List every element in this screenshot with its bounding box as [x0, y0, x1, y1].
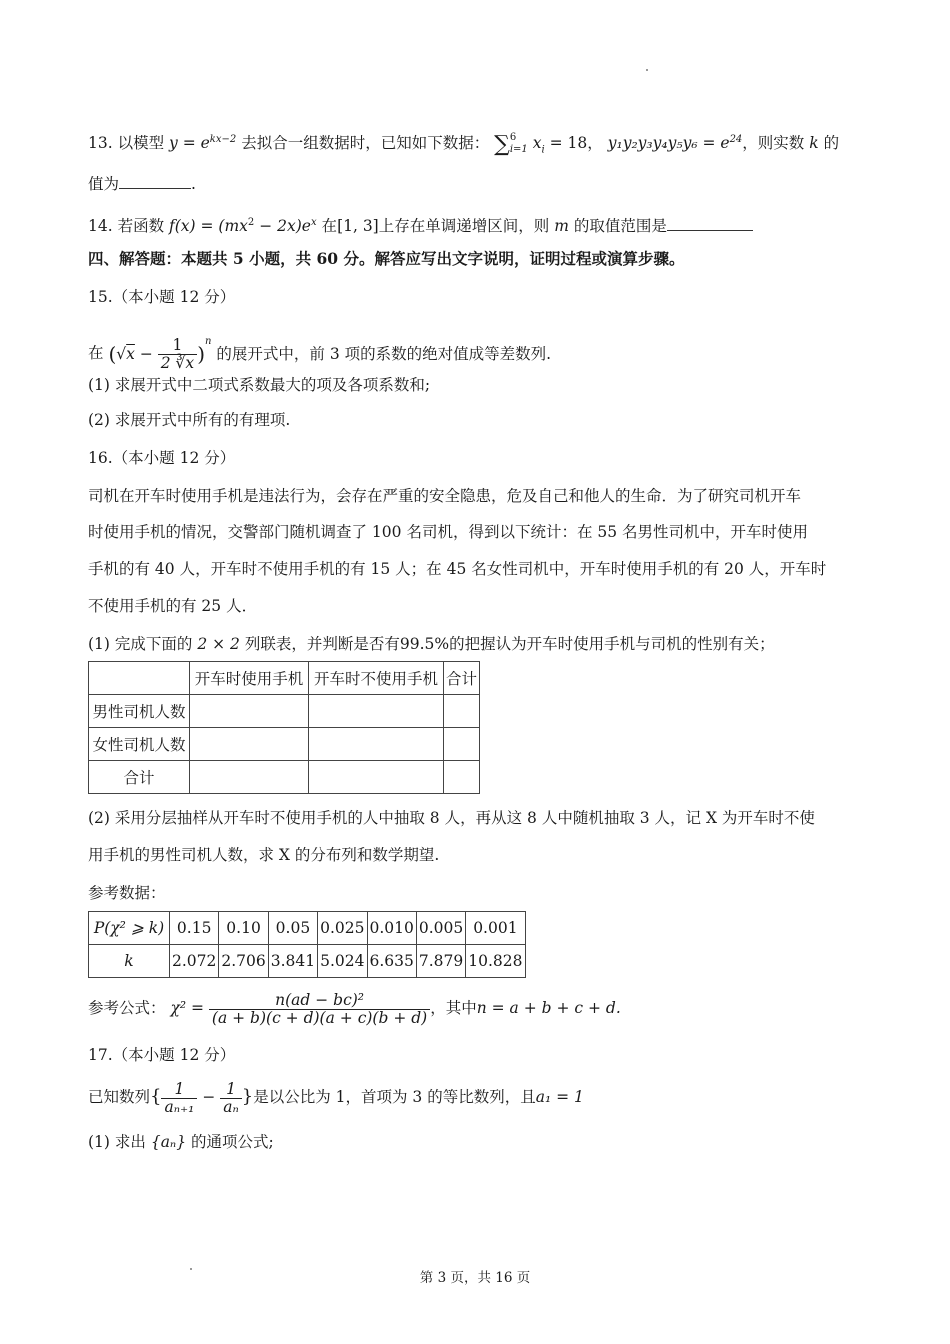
table-row	[89, 728, 480, 761]
ref-cell: 10.828	[466, 945, 525, 978]
q15-stem-pre: 在	[88, 344, 104, 362]
q13-line1	[88, 128, 839, 162]
table-cell-empty[interactable]	[190, 761, 309, 794]
q14-text2: 上存在单调递增区间，则	[378, 217, 550, 236]
contingency-table	[88, 661, 480, 794]
table-cell-empty[interactable]	[309, 728, 444, 761]
q14-prefix: 14. 若函数	[88, 217, 165, 236]
q17-frac1-den: aₙ₊₁	[164, 1097, 195, 1116]
table-row	[89, 761, 480, 794]
q14-var: m	[554, 217, 569, 236]
table-row-label: 男性司机人数	[89, 695, 190, 728]
q13-text2: ，则实数	[742, 134, 805, 153]
q13-model: y = e	[169, 134, 210, 153]
ref-cell: 0.001	[466, 912, 525, 945]
q14-text3: 的取值范围是	[573, 217, 667, 236]
paren-close: )	[197, 342, 205, 366]
q17-part1-math: {aₙ}	[150, 1133, 187, 1151]
q14-func: f(x) = (mx	[169, 217, 248, 236]
ref-cell: 0.15	[170, 912, 219, 945]
reference-table	[88, 911, 526, 978]
q14-func-exp: x	[310, 217, 317, 228]
q16-part1-pre: (1) 完成下面的	[88, 635, 193, 653]
q17-stem-mid: 是以公比为 1，首项为 3 的等比数列，且	[253, 1088, 536, 1106]
q15-stem-post: 的展开式中，前 3 项的系数的绝对值成等差数列.	[216, 345, 552, 363]
q13-sum-expr: x	[532, 134, 542, 153]
ref-cell: 0.025	[318, 912, 367, 945]
q13-sum-bottom: i=1	[509, 144, 528, 156]
table-cell-empty[interactable]	[444, 695, 480, 728]
q13-prod: y₁y₂y₃y₄y₅y₆ = e	[607, 134, 730, 153]
table-cell-empty[interactable]	[190, 695, 309, 728]
q16-part1-math: 2 × 2	[197, 635, 240, 653]
formula-n: n = a + b + c + d.	[476, 999, 621, 1017]
q17-frac1-num: 1	[161, 1081, 197, 1099]
q16-header: 16.（本小题 12 分）	[88, 449, 236, 467]
ref-cell: 7.879	[416, 945, 465, 978]
q13-sum-top: 6	[509, 132, 517, 144]
table-cell-empty[interactable]	[444, 728, 480, 761]
table-header-cell: 合计	[444, 662, 480, 695]
brace-close: }	[241, 1086, 254, 1107]
q16-p2: 时使用手机的情况，交警部门随机调查了 100 名司机，得到以下统计：在 55 名男性司机中，开车时使用	[88, 523, 809, 541]
q13-sum-eq: = 18，	[544, 134, 603, 153]
q13-text1: 去拟合一组数据时，已知如下数据：	[241, 134, 490, 153]
q16-part2-line1: (2) 采用分层抽样从开车时不使用手机的人中抽取 8 人，再从这 8 人中随机抽取 3 人，记 X 为开车时不使	[88, 809, 815, 827]
ref-row2-label: k	[89, 945, 170, 978]
q17-part1	[88, 1130, 274, 1154]
sqrt-x: √x −	[116, 345, 153, 363]
q13-exp: kx−2	[209, 134, 237, 145]
formula-den: (a + b)(c + d)(a + c)(b + d)	[211, 1008, 428, 1027]
q17-part1-post: 的通项公式;	[191, 1133, 274, 1151]
table-row	[89, 695, 480, 728]
q15-stem	[88, 322, 552, 372]
q17-part1-pre: (1) 求出	[88, 1133, 146, 1151]
q14-line	[88, 211, 753, 238]
ref-cell: 0.010	[367, 912, 416, 945]
q16-part1-pct: 99.5%	[399, 635, 450, 653]
q17-frac2-den: aₙ	[223, 1097, 239, 1116]
formula-fraction	[209, 992, 430, 1027]
q13-line2-text: 值为	[88, 175, 120, 193]
formula-num: n(ad − bc)²	[209, 992, 430, 1010]
q14-func-rest: − 2x)e	[254, 217, 311, 236]
table-header-cell	[89, 662, 190, 695]
ref-cell: 0.05	[268, 912, 317, 945]
q15-part2: (2) 求展开式中所有的有理项.	[88, 411, 291, 429]
q17-stem-pre: 已知数列	[88, 1088, 151, 1106]
q15-frac-num: 1	[158, 337, 197, 355]
brace-open: {	[150, 1086, 162, 1107]
q13-prefix: 13. 以模型	[88, 134, 165, 153]
q14-interval: [1, 3]	[337, 217, 379, 236]
q13-line2	[88, 172, 196, 196]
ref-cell: 0.10	[219, 912, 268, 945]
q17-frac1	[161, 1081, 197, 1116]
ref-row1-label: P(χ² ⩾ k)	[89, 912, 170, 945]
q14-func-sup: 2	[247, 217, 255, 228]
q16-p3: 手机的有 40 人，开车时不使用手机的有 15 人；在 45 名女性司机中，开车时使用手机的有 20 人，开车时	[88, 560, 827, 578]
q17-stem-cond: a₁ = 1	[535, 1088, 584, 1106]
q13-text3: 的	[823, 134, 840, 153]
scan-dot	[646, 69, 648, 71]
q15-part1: (1) 求展开式中二项式系数最大的项及各项系数和;	[88, 376, 431, 394]
table-cell-empty[interactable]	[444, 761, 480, 794]
ref-cell: 5.024	[318, 945, 367, 978]
q16-formula	[88, 988, 621, 1032]
table-row	[89, 912, 526, 945]
table-row-label: 女性司机人数	[89, 728, 190, 761]
q16-part1-mid: 列联表，并判断是否有	[244, 635, 400, 653]
q17-frac2-num: 1	[220, 1081, 242, 1099]
ref-cell: 3.841	[268, 945, 317, 978]
paren-open: (	[108, 342, 117, 366]
formula-lhs: χ² =	[170, 999, 204, 1017]
q13-sum-sub: i	[541, 144, 545, 156]
q13-line2-end: .	[191, 175, 196, 193]
ref-cell: 2.706	[219, 945, 268, 978]
sum-symbol: ∑	[494, 132, 510, 158]
q17-header: 17.（本小题 12 分）	[88, 1046, 236, 1064]
q16-part2-line2: 用手机的男性司机人数，求 X 的分布列和数学期望.	[88, 846, 440, 864]
q16-p4: 不使用手机的有 25 人．	[88, 597, 258, 615]
page-footer: 第 3 页，共 16 页	[419, 1270, 531, 1286]
table-cell-empty[interactable]	[309, 761, 444, 794]
table-row-label: 合计	[89, 761, 190, 794]
ref-cell: 0.005	[416, 912, 465, 945]
q14-answer-blank[interactable]	[667, 216, 753, 231]
section4-heading: 四、解答题：本题共 5 小题，共 60 分。解答应写出文字说明，证明过程或演算步骤。	[88, 249, 685, 268]
table-header-cell: 开车时使用手机	[190, 662, 309, 695]
q16-part1	[88, 632, 775, 656]
formula-post: ，其中	[430, 999, 477, 1017]
q17-frac2	[220, 1081, 242, 1116]
table-row	[89, 662, 480, 695]
exponent-n: n	[205, 336, 212, 347]
q17-stem: 已知数列{ $\frac{1}{\text{aₙ₊₁}}$ − $\frac{1}{\text{aₙ}}$ }是以公比为 1，首项为 3 的等比数列，且a₁ = 1	[88, 1079, 584, 1116]
q16-ref-data-label: 参考数据：	[88, 884, 166, 902]
q16-part1-post: 的把握认为开车时使用手机与司机的性别有关；	[449, 635, 775, 653]
table-cell-empty[interactable]	[190, 728, 309, 761]
q14-text1: 在	[321, 217, 338, 236]
q13-answer-blank[interactable]	[119, 174, 191, 189]
ref-cell: 2.072	[170, 945, 219, 978]
table-row	[89, 945, 526, 978]
table-cell-empty[interactable]	[309, 695, 444, 728]
table-header-cell: 开车时不使用手机	[309, 662, 444, 695]
formula-label: 参考公式：	[88, 999, 166, 1017]
q15-fraction	[158, 337, 197, 372]
q15-header: 15.（本小题 12 分）	[88, 288, 236, 306]
q13-var: k	[809, 134, 819, 153]
ref-cell: 6.635	[367, 945, 416, 978]
q13-prod-exp: 24	[729, 134, 743, 145]
q15-frac-den: 2 ∛x	[160, 353, 195, 372]
q16-p1: 司机在开车时使用手机是违法行为，会存在严重的安全隐患，危及自己和他人的生命．为了研究司机开车	[88, 487, 802, 505]
